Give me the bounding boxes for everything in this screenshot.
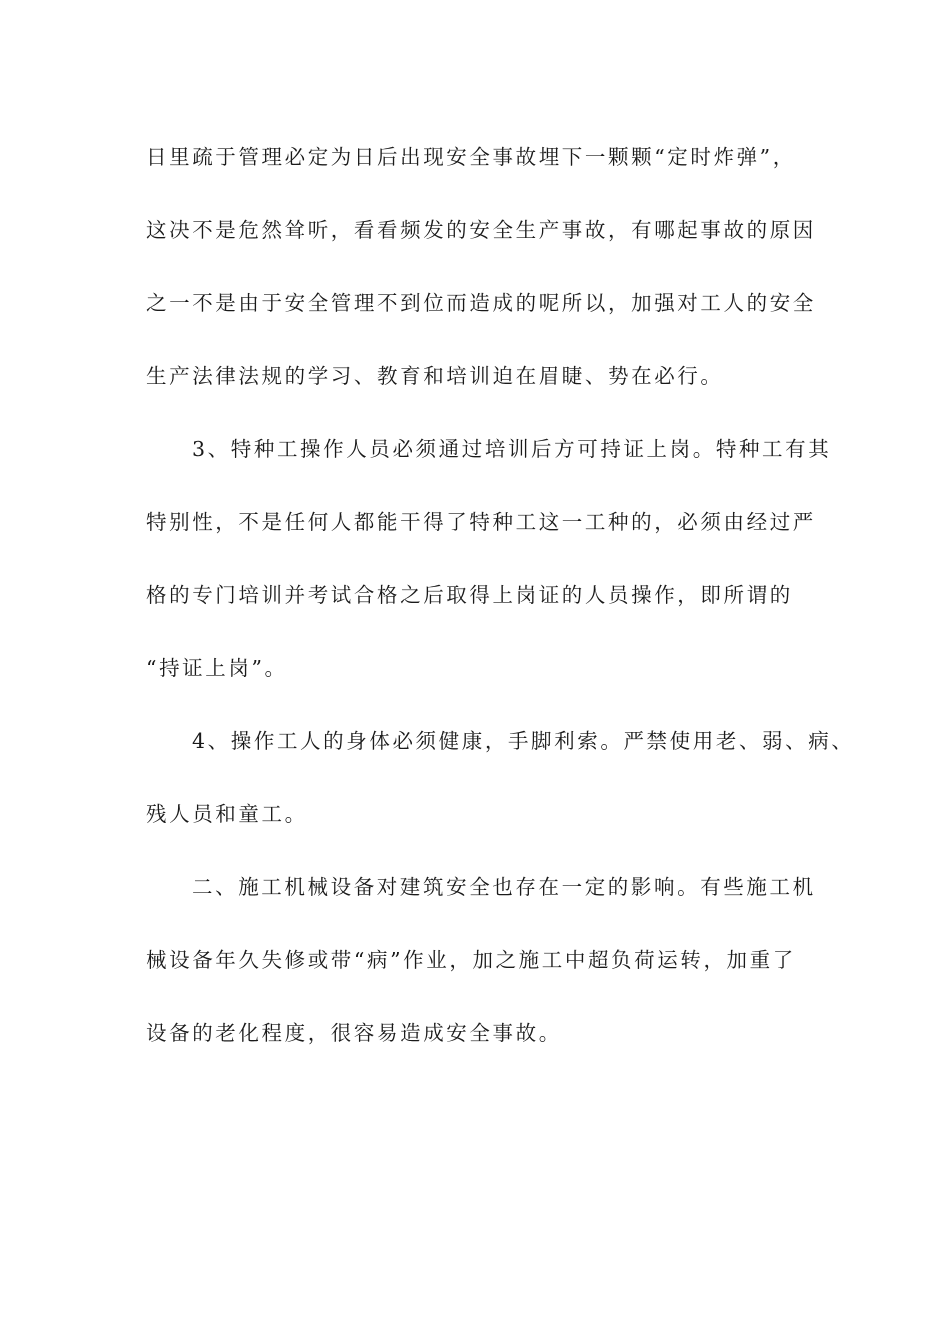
text-line: 生产法律法规的学习、教育和培训迫在眉睫、势在必行。 [146, 364, 724, 388]
text-line: “持证上岗”。 [146, 656, 288, 680]
text-line: 日里疏于管理必定为日后出现安全事故埋下一颗颗“定时炸弹”， [146, 145, 796, 169]
document-body [146, 133, 855, 1082]
paragraph-start-line: 3、特种工操作人员必须通过培训后方可持证上岗。特种工有其 [192, 437, 832, 461]
paragraph-start-line: 二、施工机械设备对建筑安全也存在一定的影响。有些施工机 [192, 875, 816, 899]
text-line: 特别性，不是任何人都能干得了特种工这一工种的，必须由经过严 [146, 510, 816, 534]
text-line: 这决不是危然耸听，看看频发的安全生产事故，有哪起事故的原因 [146, 218, 816, 242]
paragraph-start-line: 4、操作工人的身体必须健康，手脚利索。严禁使用老、弱、病、 [192, 729, 855, 753]
text-line: 设备的老化程度，很容易造成安全事故。 [146, 1021, 562, 1045]
text-line: 残人员和童工。 [146, 802, 308, 826]
text-line: 械设备年久失修或带“病”作业，加之施工中超负荷运转，加重了 [146, 948, 796, 972]
text-line: 之一不是由于安全管理不到位而造成的呢所以，加强对工人的安全 [146, 291, 816, 315]
text-line: 格的专门培训并考试合格之后取得上岗证的人员操作，即所谓的 [146, 583, 793, 607]
